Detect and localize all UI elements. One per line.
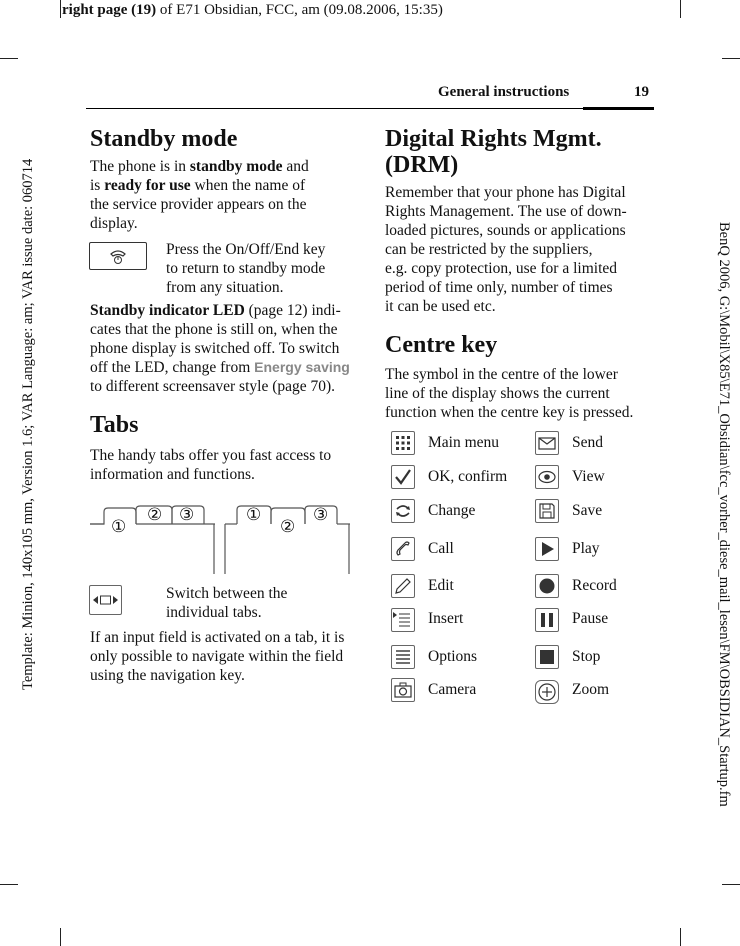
edit-icon [391, 574, 415, 598]
centre-item-main-menu: Main menu [428, 434, 500, 451]
tab-number-2: ② [147, 505, 163, 524]
centre-key-title: Centre key [385, 332, 498, 358]
crop-mark [0, 58, 18, 59]
crop-mark [60, 0, 61, 18]
play-icon [535, 537, 559, 561]
view-icon [535, 465, 559, 489]
centre-item-save: Save [572, 502, 603, 519]
change-icon [391, 499, 415, 523]
crop-mark [680, 928, 681, 946]
tabs-illustration-1 [90, 502, 215, 574]
navigation-key-icon [89, 585, 122, 615]
crop-mark [0, 884, 18, 885]
send-icon [535, 431, 559, 455]
standby-title: Standby mode [90, 126, 238, 152]
centre-item-edit: Edit [428, 577, 454, 594]
print-header: right page (19) of E71 Obsidian, FCC, am (09.08.2006, 15:35) [62, 2, 443, 18]
drm-title: Digital Rights Mgmt. (DRM) [385, 126, 602, 178]
options-icon [391, 645, 415, 669]
centre-item-send: Send [572, 434, 603, 451]
header-rule [86, 108, 654, 109]
check-icon [391, 465, 415, 489]
centre-item-insert: Insert [428, 610, 464, 627]
centre-item-stop: Stop [572, 648, 601, 665]
tab-number-1: ① [111, 517, 127, 536]
template-info: Template: Minion, 140x105 mm, Version 1.6; VAR Language: am; VAR issue date: 060714 [20, 158, 36, 690]
camera-icon [391, 678, 415, 702]
centre-item-ok-confirm: OK, confirm [428, 468, 508, 485]
insert-icon [391, 608, 415, 632]
save-icon [535, 499, 559, 523]
tab-number-3: ③ [313, 505, 329, 524]
centre-item-call: Call [428, 540, 454, 557]
tabs-title: Tabs [90, 412, 139, 438]
main-menu-icon [391, 431, 415, 455]
record-icon [535, 574, 559, 598]
centre-item-zoom: Zoom [572, 681, 610, 698]
centre-item-play: Play [572, 540, 600, 557]
page-number: 19 [634, 84, 649, 100]
header-rule-thick [583, 107, 654, 110]
drm-para: Remember that your phone has Digital Rights Management. The use of down- loaded pictures, sounds or applications can be restricted by the suppliers, e.g. copy protection, use for a limited period of time only, number of times it can be used etc. [385, 184, 627, 315]
zoom-icon [535, 680, 559, 704]
centre-item-camera: Camera [428, 681, 477, 698]
stop-icon [535, 645, 559, 669]
tabs-para: The handy tabs offer you fast access to information and functions. [90, 447, 332, 483]
centre-item-record: Record [572, 577, 617, 594]
switch-tabs-text: Switch between the individual tabs. [166, 585, 288, 621]
centre-item-pause: Pause [572, 610, 609, 627]
centre-item-view: View [572, 468, 605, 485]
crop-mark [60, 928, 61, 946]
centre-item-options: Options [428, 648, 478, 665]
crop-mark [680, 0, 681, 18]
input-field-para: If an input field is activated on a tab, it is only possible to navigate within the field using the navigation key. [90, 629, 345, 684]
tab-number-3: ③ [179, 505, 195, 524]
energy-saving-setting: Energy saving [254, 359, 350, 375]
led-para: Standby indicator LED (page 12) indi- cates that the phone is still on, when the phone display is switched off. To switch off the LED, change from Energy saving to different screensaver style (page 70). [90, 302, 350, 395]
running-head: General instructions [438, 84, 570, 100]
call-icon [391, 537, 415, 561]
end-key-text: Press the On/Off/End key to return to standby mode from any situation. [166, 241, 326, 296]
file-path: BenQ 2006, G:\Mobil\X85\E71_Obsidian\fcc_vorher_diese_mail_lesen\FM\OBSIDIAN_Startup.fm [716, 222, 732, 807]
centre-item-change: Change [428, 502, 476, 519]
pause-icon [535, 608, 559, 632]
end-key-icon [89, 242, 147, 270]
crop-mark [722, 58, 740, 59]
tab-number-2: ② [280, 517, 296, 536]
standby-para: The phone is in standby mode and is ready for use when the name of the service provider appears on the display. [90, 158, 309, 232]
tabs-illustration-2 [224, 502, 350, 574]
centre-key-para: The symbol in the centre of the lower line of the display shows the current function when the centre key is pressed. [385, 366, 634, 421]
tab-number-1: ① [246, 505, 262, 524]
